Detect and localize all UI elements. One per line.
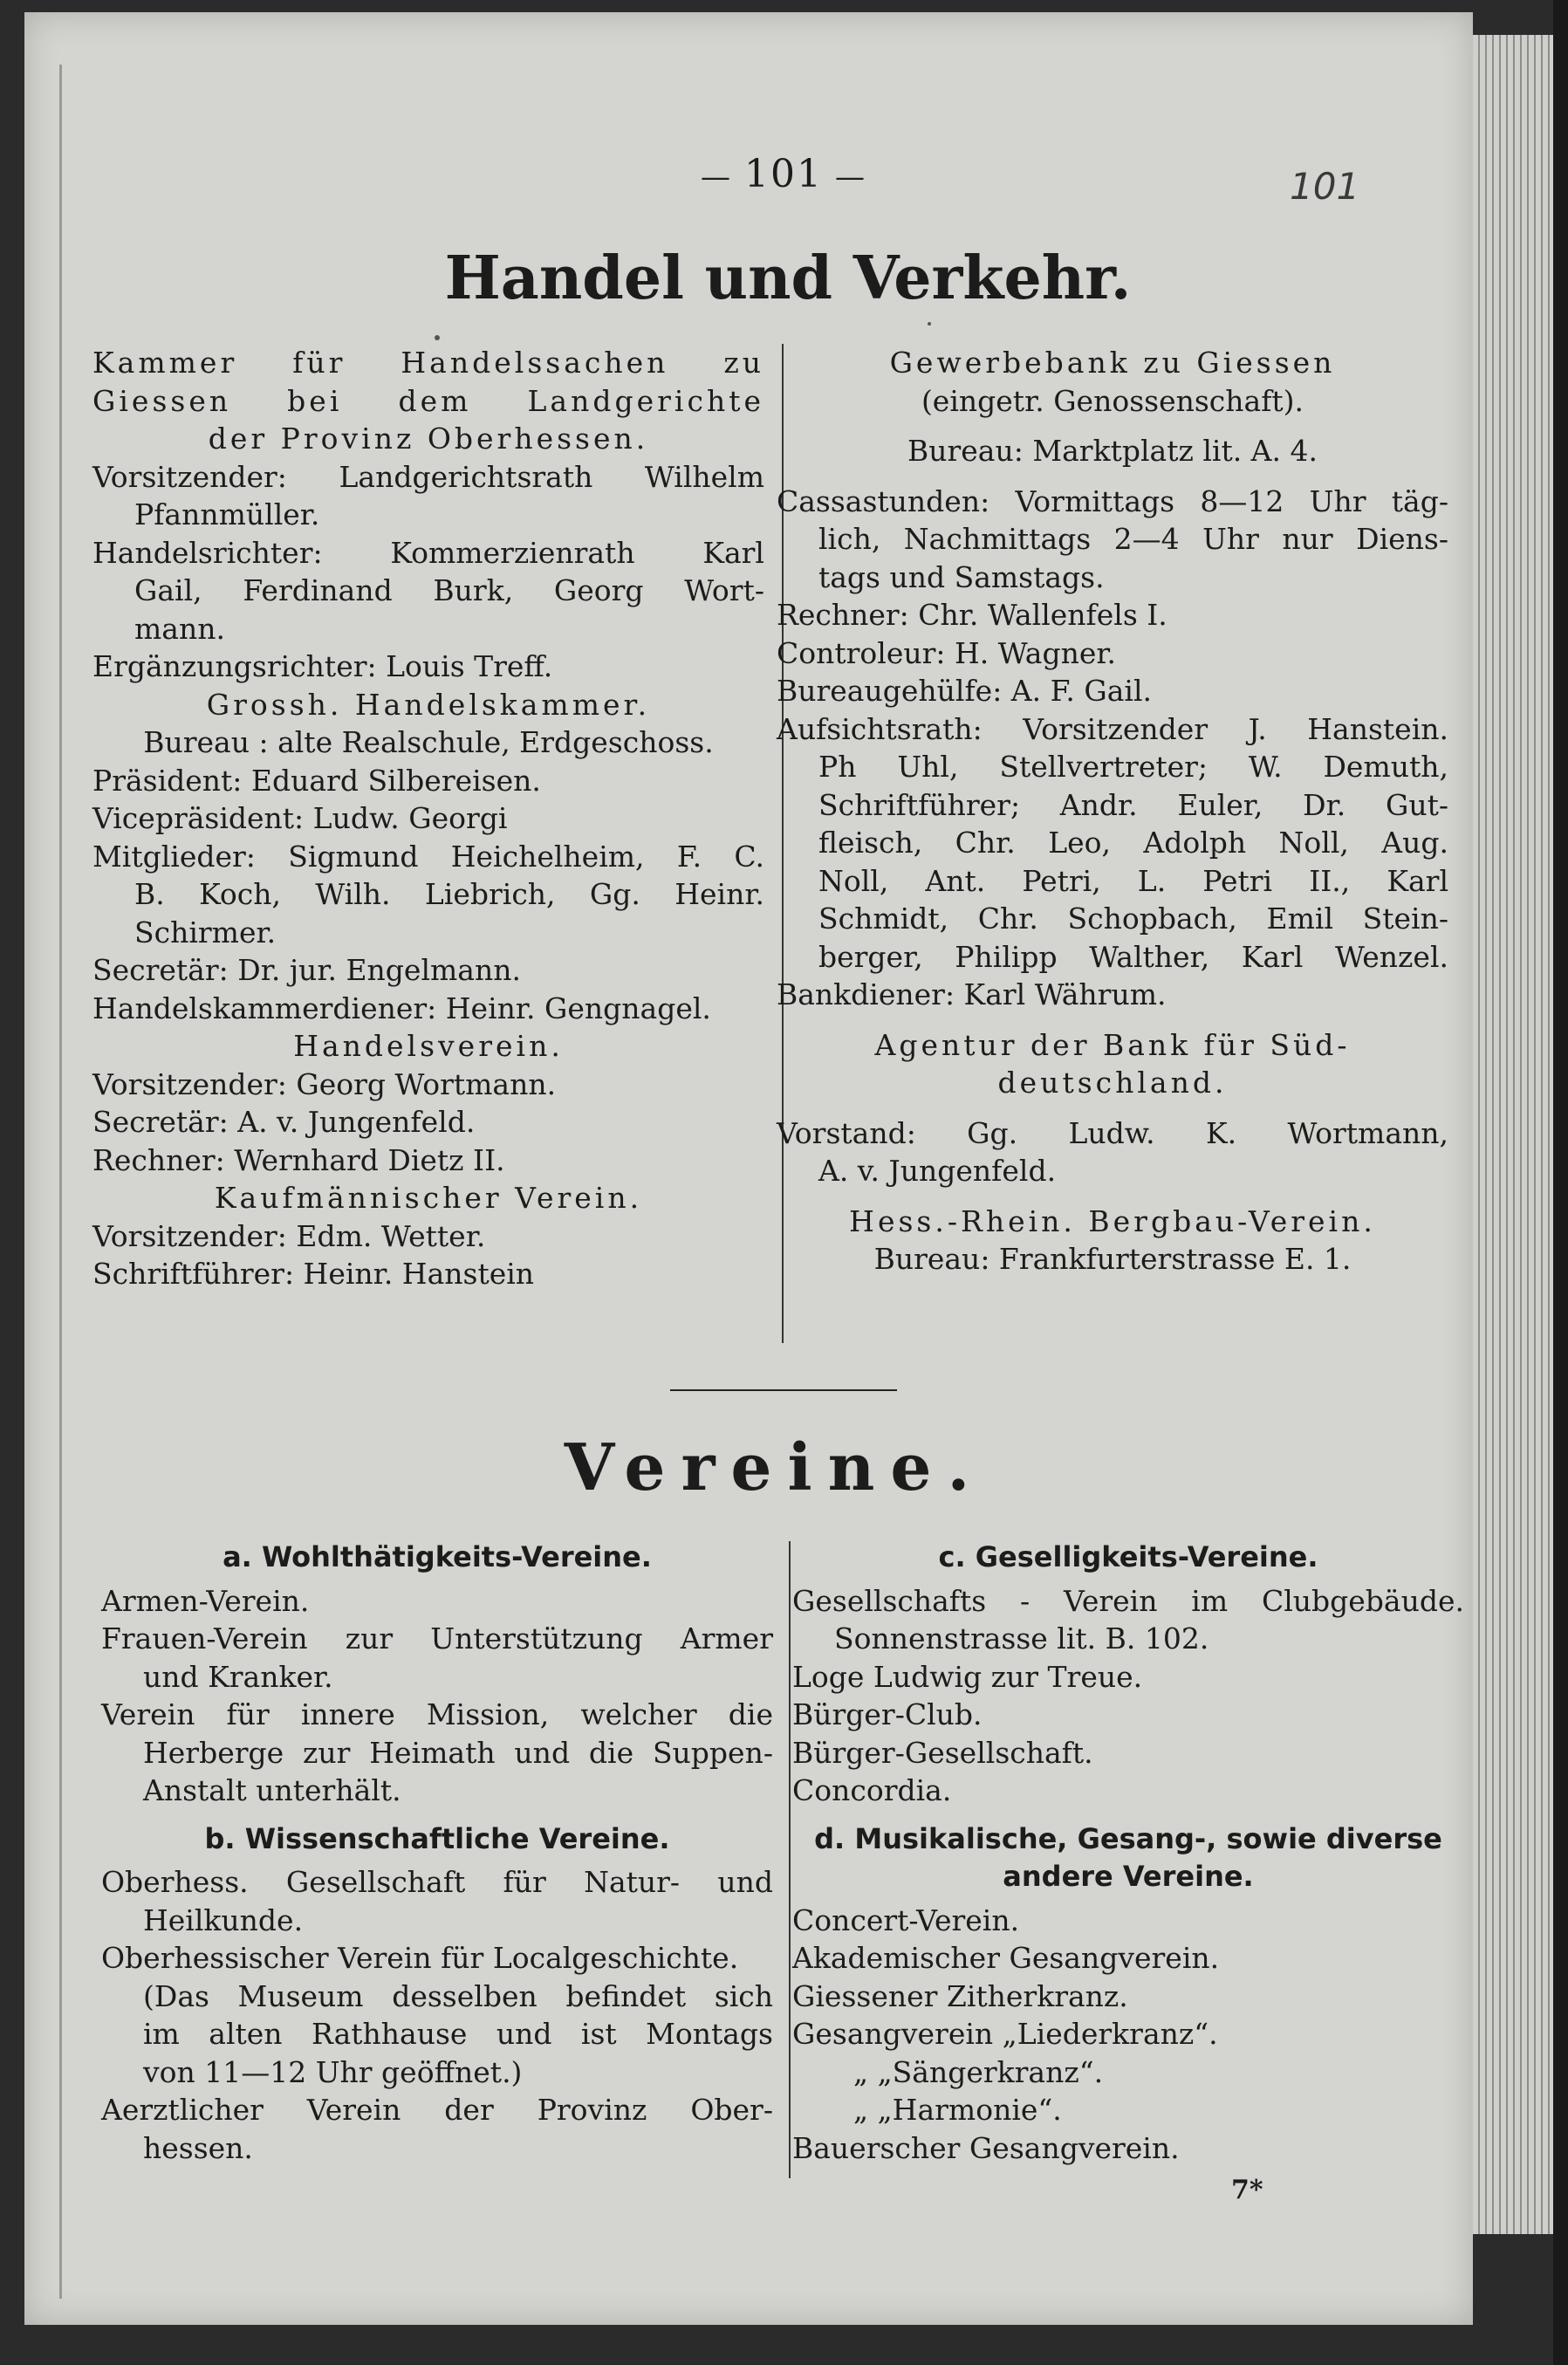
text-line: tags und Samstags. xyxy=(818,559,1105,594)
text-line: Ergänzungsrichter: Louis Treff. xyxy=(92,649,553,683)
list-item: „ „Sängerkranz“. xyxy=(853,2054,1104,2089)
text-line: Bureau: Frankfurterstrasse E. 1. xyxy=(873,1242,1352,1276)
left-column-trade xyxy=(92,344,764,1293)
list-item: Oberhess. Gesellschaft für Natur- und xyxy=(101,1865,773,1899)
text-line: lich, Nachmittags 2—4 Uhr nur Diens- xyxy=(818,522,1448,556)
column-divider-bottom xyxy=(789,1541,791,2178)
text-line: Noll, Ant. Petri, L. Petri II., Karl xyxy=(818,863,1448,898)
page-number-value: 101 xyxy=(744,152,823,196)
list-item: Anstalt unterhält. xyxy=(143,1773,401,1807)
section-heading-a: a. Wohlthätigkeits-Vereine. xyxy=(223,1540,652,1573)
heading-vereine: Vereine. xyxy=(564,1430,986,1505)
scan-speck xyxy=(928,322,931,326)
text-line: Mitglieder: Sigmund Heichelheim, F. C. xyxy=(92,839,764,874)
text-line: Präsident: Eduard Silbereisen. xyxy=(92,763,541,798)
section-divider xyxy=(670,1389,897,1391)
list-item: Gesangverein „Liederkranz“. xyxy=(792,2017,1218,2051)
list-item: von 11—12 Uhr geöffnet.) xyxy=(143,2054,523,2089)
page-edges xyxy=(1473,35,1560,2234)
text-line: (eingetr. Genossenschaft). xyxy=(921,383,1304,418)
text-line: der Provinz Oberhessen. xyxy=(208,422,649,456)
list-item: Akademischer Gesangverein. xyxy=(792,1941,1220,1975)
subheading-kaufmaennischer-verein: Kaufmännischer Verein. xyxy=(214,1181,643,1215)
text-line: Kammer für Handelssachen zu xyxy=(92,346,764,380)
list-item: „ „Harmonie“. xyxy=(853,2093,1062,2127)
text-line: berger, Philipp Walther, Karl Wenzel. xyxy=(818,939,1448,974)
list-item: Aerztlicher Verein der Provinz Ober- xyxy=(101,2093,773,2127)
page-number xyxy=(653,152,914,196)
text-line: Rechner: Wernhard Dietz II. xyxy=(92,1142,505,1177)
text-line: Handelskammerdiener: Heinr. Gengnagel. xyxy=(92,991,711,1025)
text-line: mann. xyxy=(134,611,225,646)
text-line: Schriftführer: Heinr. Hanstein xyxy=(92,1257,535,1291)
text-line: fleisch, Chr. Leo, Adolph Noll, Aug. xyxy=(818,826,1448,860)
subheading-bergbau-verein: Hess.-Rhein. Bergbau-Verein. xyxy=(849,1203,1376,1238)
text-line: Bankdiener: Karl Währum. xyxy=(777,977,1167,1011)
text-line: Bureau: Marktplatz lit. A. 4. xyxy=(907,434,1318,468)
list-item: im alten Rathhause und ist Montags xyxy=(143,2017,773,2051)
dash-right: — xyxy=(834,160,866,195)
list-item: Heilkunde. xyxy=(143,1902,304,1937)
scan-speck xyxy=(435,335,440,340)
text-line: Aufsichtsrath: Vorsitzender J. Hanstein. xyxy=(777,711,1448,746)
text-line: Vorsitzender: Georg Wortmann. xyxy=(92,1066,557,1101)
list-item: Gesellschafts - Verein im Clubgebäude. xyxy=(792,1583,1464,1618)
text-line: Vorsitzender: Landgerichtsrath Wilhelm xyxy=(92,459,764,494)
section-heading-d: d. Musikalische, Gesang-, sowie diverse xyxy=(814,1821,1442,1855)
subheading-handelsverein: Handelsverein. xyxy=(293,1029,564,1063)
text-line: A. v. Jungenfeld. xyxy=(818,1154,1057,1188)
list-item: Herberge zur Heimath und die Suppen- xyxy=(143,1735,773,1770)
list-item: Armen-Verein. xyxy=(101,1583,310,1618)
subheading-agentur: Agentur der Bank für Süd- xyxy=(874,1027,1351,1062)
subheading-gewerbebank: Gewerbebank zu Giessen xyxy=(889,346,1336,380)
text-line: Giessen bei dem Landgerichte xyxy=(92,383,764,418)
text-line: Schriftführer; Andr. Euler, Dr. Gut- xyxy=(818,787,1448,822)
text-line: B. Koch, Wilh. Liebrich, Gg. Heinr. xyxy=(134,877,764,911)
list-item: Concert-Verein. xyxy=(792,1902,1020,1937)
text-line: Rechner: Chr. Wallenfels I. xyxy=(777,598,1167,632)
list-item: Oberhessischer Verein für Localgeschichte. xyxy=(101,1941,739,1975)
right-column-vereine xyxy=(792,1535,1464,2167)
margin-shadow xyxy=(59,65,62,2299)
list-item: Bürger-Gesellschaft. xyxy=(792,1735,1093,1770)
list-item: (Das Museum desselben befindet sich xyxy=(143,1978,773,2013)
dash-left: — xyxy=(701,160,732,195)
text-line: Cassastunden: Vormittags 8—12 Uhr täg- xyxy=(777,483,1448,518)
list-item: Loge Ludwig zur Treue. xyxy=(792,1659,1143,1694)
list-item: Bürger-Club. xyxy=(792,1697,983,1731)
text-line: Bureaugehülfe: A. F. Gail. xyxy=(777,674,1152,708)
signature-mark: 7* xyxy=(1231,2175,1263,2205)
text-line: Vorsitzender: Edm. Wetter. xyxy=(92,1218,486,1253)
handwritten-page-number: 101 xyxy=(1290,165,1360,208)
list-item: Bauerscher Gesangverein. xyxy=(792,2130,1180,2165)
list-item: Giessener Zitherkranz. xyxy=(792,1978,1128,2013)
section-heading-d-line2: andere Vereine. xyxy=(1003,1860,1254,1893)
text-line: deutschland. xyxy=(997,1066,1228,1100)
text-line: Handelsrichter: Kommerzienrath Karl xyxy=(92,535,764,570)
text-line: Gail, Ferdinand Burk, Georg Wort- xyxy=(134,573,764,607)
scanned-page xyxy=(24,12,1473,2325)
text-line: Bureau : alte Realschule, Erdgeschoss. xyxy=(143,725,714,759)
list-item: Frauen-Verein zur Unterstützung Armer xyxy=(101,1621,773,1656)
list-item: Sonnenstrasse lit. B. 102. xyxy=(834,1621,1209,1656)
text-line: Schirmer. xyxy=(134,915,277,949)
text-line: Vorstand: Gg. Ludw. K. Wortmann, xyxy=(777,1115,1448,1150)
left-column-vereine xyxy=(101,1535,773,2167)
text-line: Ph Uhl, Stellvertreter; W. Demuth, xyxy=(818,750,1448,784)
text-line: Vicepräsident: Ludw. Georgi xyxy=(92,801,508,835)
list-item: hessen. xyxy=(143,2130,253,2165)
text-line: Secretär: A. v. Jungenfeld. xyxy=(92,1105,476,1139)
heading-handel-und-verkehr: Handel und Verkehr. xyxy=(444,243,1132,313)
text-line: Secretär: Dr. jur. Engelmann. xyxy=(92,953,521,987)
book-edge-shadow xyxy=(1553,0,1568,2365)
text-line: Pfannmüller. xyxy=(134,497,320,531)
text-line: Schmidt, Chr. Schopbach, Emil Stein- xyxy=(818,901,1448,936)
right-column-trade xyxy=(777,344,1448,1278)
list-item: Concordia. xyxy=(792,1773,952,1807)
text-line: Controleur: H. Wagner. xyxy=(777,635,1117,670)
subheading-grossh-handelskammer: Grossh. Handelskammer. xyxy=(206,687,651,722)
list-item: und Kranker. xyxy=(143,1659,333,1694)
list-item: Verein für innere Mission, welcher die xyxy=(101,1697,773,1731)
section-heading-c: c. Geselligkeits-Vereine. xyxy=(938,1540,1318,1573)
section-heading-b: b. Wissenschaftliche Vereine. xyxy=(204,1821,670,1855)
